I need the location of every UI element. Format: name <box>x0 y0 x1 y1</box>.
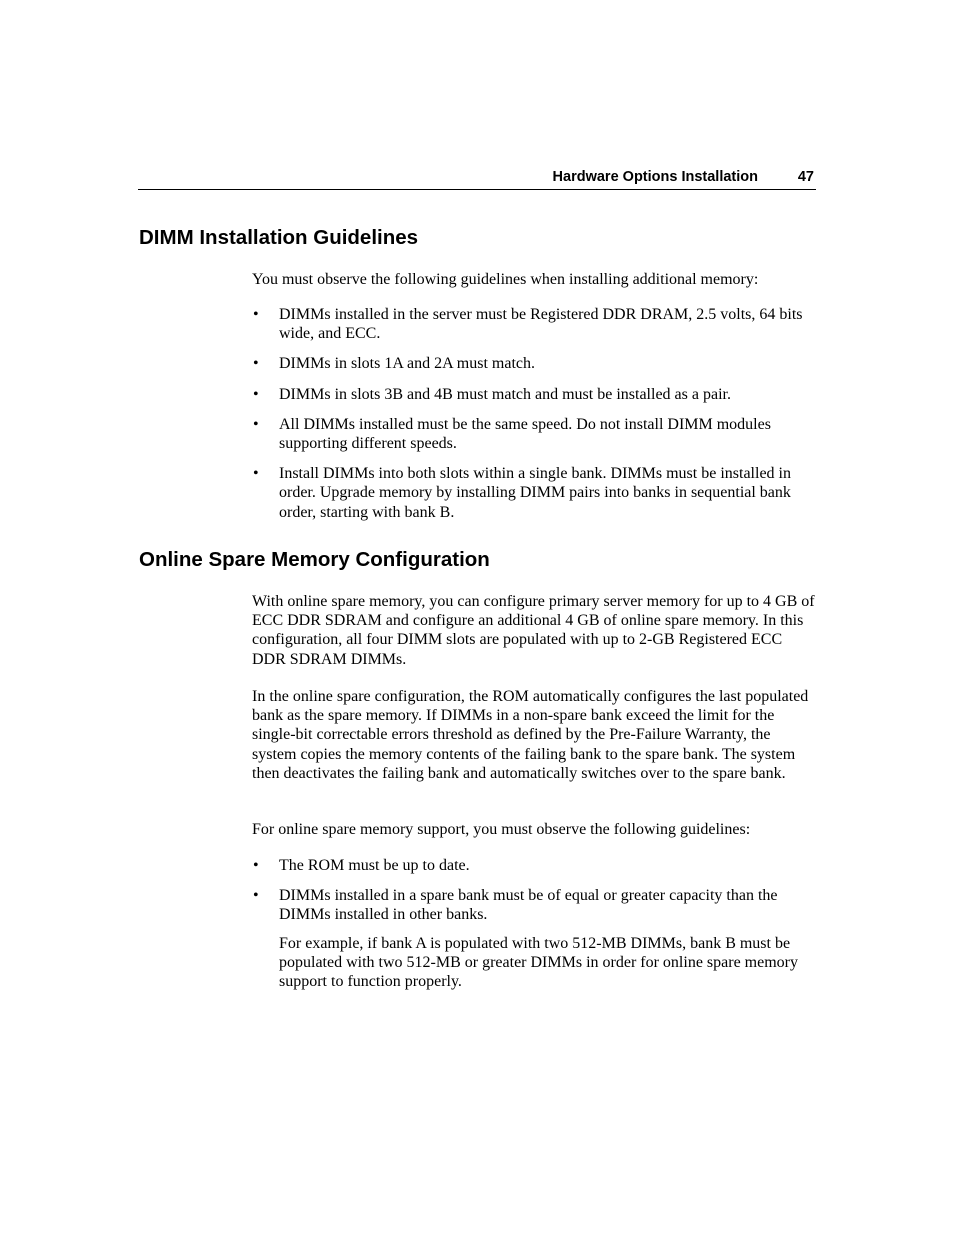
list-item: • DIMMs installed in a spare bank must be of equal or greater capacity than the DIMMs installed in other banks. For example, if bank A is populated with two 512-MB DIMMs, bank B must be populated with two 512-MB or greater DIMMs in order for online spare memory support to function properly. <box>252 886 818 991</box>
dimm-guidelines-heading: DIMM Installation Guidelines <box>139 226 419 249</box>
example-paragraph: For example, if bank A is populated with two 512-MB DIMMs, bank B must be populated with two 512-MB or greater DIMMs in order for online spare memory support to function properly. <box>279 934 798 991</box>
spare-paragraph-1: With online spare memory, you can configure primary server memory for up to 4 GB of ECC DDR SDRAM and configure an additional 4 GB of online spare memory. In this configuration, all four DIMM slots are populated with up to 2-GB Registered ECC DDR SDRAM DIMMs. <box>252 593 815 668</box>
bullet-icon: • <box>253 887 259 905</box>
spare-paragraph-2: In the online spare configuration, the ROM automatically configures the last populated bank as the spare memory. If DIMMs in a non-spare bank exceed the limit for the single-bit correctable errors threshold as defined by the Pre-Failure Warranty, the system copies the memory contents of the failing bank to the spare bank. The system then deactivates the failing bank and automatically switches over to the spare bank. <box>252 688 809 782</box>
running-header <box>138 168 816 190</box>
list-item: • DIMMs in slots 1A and 2A must match. <box>253 355 536 373</box>
spare-paragraph-3: For online spare memory support, you must observe the following guidelines: <box>252 821 751 838</box>
bullet-icon: • <box>253 415 259 433</box>
list-item: • The ROM must be up to date. <box>253 857 470 874</box>
dimm-guidelines-list <box>252 305 818 533</box>
header-title: Hardware Options Installation <box>552 169 758 185</box>
page-number: 47 <box>797 169 814 185</box>
list-item: • DIMMs installed in the server must be Registered DDR DRAM, 2.5 volts, 64 bits wide, and ECC. <box>253 306 803 343</box>
bullet-icon: • <box>253 465 259 483</box>
list-item: • DIMMs in slots 3B and 4B must match and must be installed as a pair. <box>253 385 731 403</box>
online-spare-heading: Online Spare Memory Configuration <box>139 548 490 571</box>
list-item: • All DIMMs installed must be the same speed. Do not install DIMM modules supporting different speeds. <box>253 415 771 453</box>
bullet-icon: • <box>253 355 259 373</box>
bullet-icon: • <box>253 306 259 323</box>
list-item: • Install DIMMs into both slots within a single bank. DIMMs must be installed in order. Upgrade memory by installing DIMM pairs into banks in sequential bank order, starting with bank B. <box>253 465 791 521</box>
bullet-icon: • <box>253 385 259 403</box>
spare-guidelines-list <box>252 856 818 1002</box>
dimm-intro-paragraph: You must observe the following guidelines when installing additional memory: <box>252 271 759 288</box>
bullet-icon: • <box>253 857 259 874</box>
